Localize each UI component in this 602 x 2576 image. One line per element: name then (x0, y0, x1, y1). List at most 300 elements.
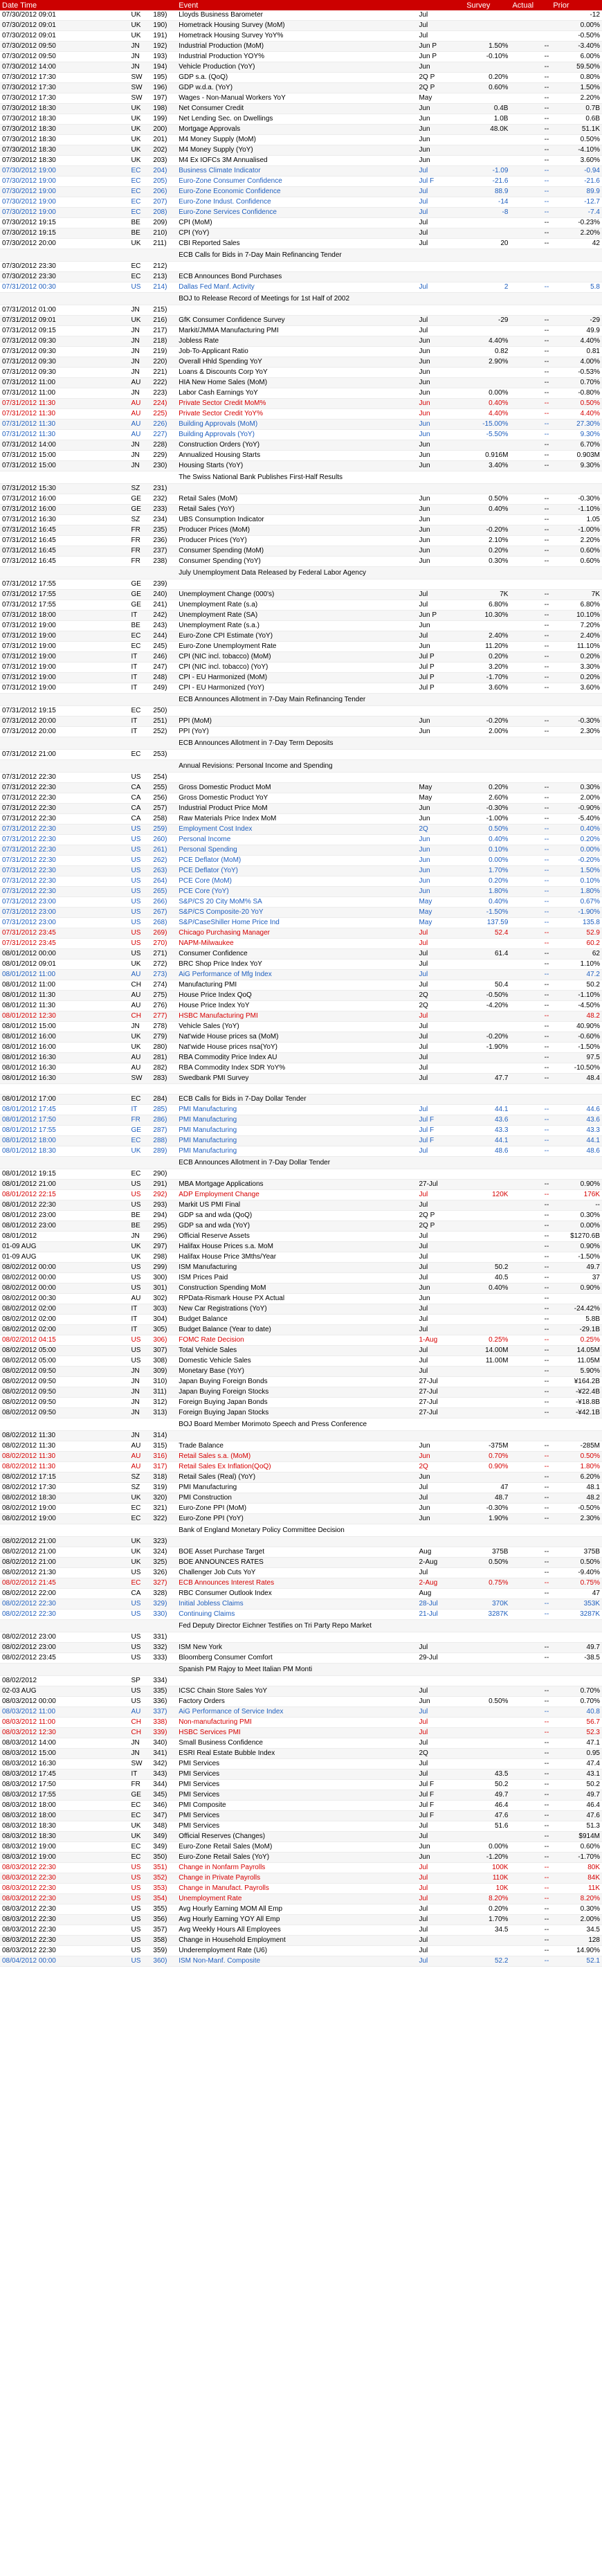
table-row[interactable] (0, 1697, 602, 1707)
table-row[interactable] (0, 515, 602, 525)
country-cell: AU (129, 430, 152, 440)
survey-cell: 3.60% (464, 683, 510, 694)
table-row[interactable] (0, 93, 602, 104)
table-row[interactable] (0, 1356, 602, 1367)
table-row[interactable] (0, 272, 602, 282)
table-row[interactable] (0, 1873, 602, 1884)
table-row[interactable] (0, 856, 602, 866)
table-row[interactable] (0, 1043, 602, 1053)
table-row[interactable] (0, 316, 602, 326)
table-row[interactable] (0, 52, 602, 62)
table-row[interactable] (0, 600, 602, 611)
table-row[interactable] (0, 631, 602, 642)
date-time-cell: 08/02/2012 21:00 (0, 1547, 129, 1558)
table-row[interactable] (0, 1738, 602, 1749)
table-row[interactable] (0, 1863, 602, 1873)
table-row[interactable] (0, 1759, 602, 1769)
table-row[interactable] (0, 135, 602, 145)
table-row[interactable] (0, 1022, 602, 1032)
table-row[interactable] (0, 1136, 602, 1146)
date-time-cell: 08/03/2012 22:30 (0, 1904, 129, 1915)
table-row[interactable] (0, 409, 602, 420)
country-cell (129, 1524, 152, 1537)
table-row[interactable] (0, 1643, 602, 1653)
table-row[interactable] (0, 1769, 602, 1780)
ticker-cell: 215) (151, 305, 176, 316)
ticker-cell: 277) (151, 1011, 176, 1022)
event-cell: PCE Core (MoM) (176, 876, 417, 887)
table-row[interactable] (0, 1718, 602, 1728)
table-row[interactable] (0, 1483, 602, 1493)
table-row[interactable] (0, 1524, 602, 1537)
table-row[interactable] (0, 104, 602, 114)
header-survey[interactable]: Survey (464, 0, 510, 10)
survey-cell: 0.20% (464, 876, 510, 887)
table-row[interactable] (0, 1620, 602, 1632)
table-row[interactable] (0, 991, 602, 1001)
survey-cell (464, 1537, 510, 1547)
table-row[interactable] (0, 1801, 602, 1811)
table-row[interactable] (0, 1273, 602, 1284)
table-row[interactable] (0, 1387, 602, 1398)
table-row[interactable] (0, 717, 602, 727)
table-row[interactable] (0, 262, 602, 272)
table-row[interactable] (0, 1157, 602, 1169)
ticker-cell: 229) (151, 451, 176, 461)
table-row[interactable] (0, 166, 602, 177)
table-row[interactable] (0, 1346, 602, 1356)
date-time-cell: 08/01/2012 23:00 (0, 1221, 129, 1232)
ticker-cell: 303) (151, 1304, 176, 1315)
table-row[interactable] (0, 177, 602, 187)
event-cell: Private Sector Credit YoY% (176, 409, 417, 420)
table-row[interactable] (0, 73, 602, 83)
table-row[interactable] (0, 461, 602, 471)
table-row[interactable] (0, 1242, 602, 1252)
table-row[interactable] (0, 652, 602, 663)
survey-cell (464, 1398, 510, 1408)
table-row[interactable] (0, 557, 602, 567)
table-row[interactable] (0, 980, 602, 991)
table-row[interactable] (0, 388, 602, 399)
table-row[interactable] (0, 1377, 602, 1387)
table-row[interactable] (0, 845, 602, 856)
table-row[interactable] (0, 305, 602, 316)
event-cell: Private Sector Credit MoM% (176, 399, 417, 409)
table-row[interactable] (0, 663, 602, 673)
table-row[interactable] (0, 31, 602, 42)
table-row[interactable] (0, 1578, 602, 1589)
date-time-cell: 08/03/2012 22:30 (0, 1884, 129, 1894)
table-row[interactable] (0, 1211, 602, 1221)
table-row[interactable] (0, 1408, 602, 1418)
prior-cell (551, 1418, 602, 1431)
event-cell: PCE Core (YoY) (176, 887, 417, 897)
date-time-cell: 07/30/2012 18:30 (0, 114, 129, 125)
actual-cell (510, 1095, 551, 1105)
table-row[interactable] (0, 1063, 602, 1074)
date-time-cell: 07/30/2012 18:30 (0, 156, 129, 166)
table-row[interactable] (0, 773, 602, 783)
table-row[interactable] (0, 1126, 602, 1136)
table-row[interactable] (0, 125, 602, 135)
table-row[interactable] (0, 347, 602, 357)
table-row[interactable] (0, 1294, 602, 1304)
table-row[interactable] (0, 1780, 602, 1790)
table-row[interactable] (0, 208, 602, 218)
table-row[interactable] (0, 145, 602, 156)
header-event[interactable]: Event (176, 0, 464, 10)
table-row[interactable] (0, 1367, 602, 1377)
table-row[interactable] (0, 1304, 602, 1315)
table-row[interactable] (0, 579, 602, 590)
table-row[interactable] (0, 1568, 602, 1578)
table-row[interactable] (0, 611, 602, 621)
table-row[interactable] (0, 1252, 602, 1263)
table-row[interactable] (0, 804, 602, 814)
period-cell: Jun (417, 135, 464, 145)
table-row[interactable] (0, 1547, 602, 1558)
table-row[interactable] (0, 1472, 602, 1483)
table-row[interactable] (0, 1398, 602, 1408)
table-row[interactable] (0, 1263, 602, 1273)
table-row[interactable] (0, 1728, 602, 1738)
period-cell (417, 1537, 464, 1547)
event-cell: Euro-Zone PPI (YoY) (176, 1514, 417, 1524)
table-row[interactable] (0, 825, 602, 835)
country-cell: BE (129, 621, 152, 631)
table-row[interactable] (0, 706, 602, 717)
survey-cell: 6.80% (464, 600, 510, 611)
table-row[interactable] (0, 939, 602, 949)
event-cell: MBA Mortgage Applications (176, 1180, 417, 1190)
country-cell: JN (129, 1377, 152, 1387)
period-cell: 1-Aug (417, 1335, 464, 1346)
table-row[interactable] (0, 1504, 602, 1514)
ticker-cell: 231) (151, 484, 176, 494)
table-row[interactable] (0, 1452, 602, 1462)
table-row[interactable] (0, 197, 602, 208)
date-time-cell: 07/30/2012 14:00 (0, 62, 129, 73)
table-row[interactable] (0, 451, 602, 461)
table-row[interactable] (0, 440, 602, 451)
table-row[interactable] (0, 621, 602, 631)
prior-cell: 0.50% (551, 1452, 602, 1462)
prior-cell: 2.20% (551, 93, 602, 104)
table-row[interactable] (0, 505, 602, 515)
country-cell: CH (129, 1011, 152, 1022)
event-cell: HSBC Manufacturing PMI (176, 1011, 417, 1022)
table-row[interactable] (0, 249, 602, 262)
table-row[interactable] (0, 590, 602, 600)
actual-cell: -- (510, 1221, 551, 1232)
prior-cell: 97.5 (551, 1053, 602, 1063)
ticker-cell: 306) (151, 1335, 176, 1346)
table-row[interactable] (0, 62, 602, 73)
table-row[interactable] (0, 1418, 602, 1431)
table-row[interactable] (0, 793, 602, 804)
table-row[interactable] (0, 1011, 602, 1022)
table-row[interactable] (0, 642, 602, 652)
event-cell: GDP w.d.a. (YoY) (176, 83, 417, 93)
country-cell: US (129, 876, 152, 887)
table-row[interactable] (0, 1956, 602, 1967)
table-row[interactable] (0, 1146, 602, 1157)
table-row[interactable] (0, 1190, 602, 1200)
country-cell: UK (129, 960, 152, 970)
table-row[interactable] (0, 484, 602, 494)
country-cell: US (129, 1863, 152, 1873)
country-cell: BE (129, 228, 152, 239)
table-row[interactable] (0, 494, 602, 505)
period-cell: Jul (417, 1568, 464, 1578)
table-row[interactable] (0, 525, 602, 536)
table-row[interactable] (0, 1632, 602, 1643)
country-cell: US (129, 1356, 152, 1367)
table-row[interactable] (0, 960, 602, 970)
table-row[interactable] (0, 866, 602, 876)
country-cell: US (129, 1873, 152, 1884)
table-row[interactable] (0, 1084, 602, 1095)
actual-cell: -- (510, 590, 551, 600)
table-row[interactable] (0, 1232, 602, 1242)
table-row[interactable] (0, 949, 602, 960)
table-row[interactable] (0, 1095, 602, 1105)
period-cell: Jun (417, 420, 464, 430)
period-cell: Jul (417, 1146, 464, 1157)
table-row[interactable] (0, 471, 602, 484)
survey-cell: 0.40% (464, 835, 510, 845)
table-row[interactable] (0, 1853, 602, 1863)
table-row[interactable] (0, 876, 602, 887)
table-row[interactable] (0, 1053, 602, 1063)
survey-cell (464, 293, 510, 305)
table-row[interactable] (0, 1169, 602, 1180)
header-actual[interactable]: Actual (510, 0, 551, 10)
table-row[interactable] (0, 1610, 602, 1620)
survey-cell (464, 706, 510, 717)
ticker-cell (151, 1157, 176, 1169)
header-prior[interactable]: Prior (551, 0, 602, 10)
period-cell: Jul (417, 1863, 464, 1873)
date-time-cell: 08/02/2012 05:00 (0, 1346, 129, 1356)
table-row[interactable] (0, 1221, 602, 1232)
actual-cell: -- (510, 1304, 551, 1315)
table-row[interactable] (0, 239, 602, 249)
table-row[interactable] (0, 1653, 602, 1664)
table-row[interactable] (0, 814, 602, 825)
table-row[interactable] (0, 420, 602, 430)
prior-cell: 60.2 (551, 939, 602, 949)
table-row[interactable] (0, 1589, 602, 1599)
table-row[interactable] (0, 1335, 602, 1346)
table-row[interactable] (0, 1441, 602, 1452)
ticker-cell: 193) (151, 52, 176, 62)
actual-cell: -- (510, 1408, 551, 1418)
prior-cell: 4.00% (551, 357, 602, 368)
table-row[interactable] (0, 357, 602, 368)
table-row[interactable] (0, 1894, 602, 1904)
table-row[interactable] (0, 368, 602, 378)
period-cell: Jul P (417, 652, 464, 663)
table-row[interactable] (0, 1664, 602, 1676)
country-cell: EC (129, 1504, 152, 1514)
ticker-cell: 247) (151, 663, 176, 673)
table-row[interactable] (0, 1686, 602, 1697)
table-row[interactable] (0, 378, 602, 388)
table-row[interactable] (0, 1115, 602, 1126)
table-row[interactable] (0, 835, 602, 845)
period-cell: Jul (417, 166, 464, 177)
table-row[interactable] (0, 1074, 602, 1084)
country-cell: JN (129, 1022, 152, 1032)
table-row[interactable] (0, 727, 602, 737)
table-row[interactable] (0, 1558, 602, 1568)
table-row[interactable] (0, 1325, 602, 1335)
table-row[interactable] (0, 1599, 602, 1610)
country-cell: EC (129, 1578, 152, 1589)
header-date-time[interactable]: Date Time (0, 0, 176, 10)
table-row[interactable] (0, 908, 602, 918)
actual-cell (510, 249, 551, 262)
table-row[interactable] (0, 1915, 602, 1925)
table-row[interactable] (0, 218, 602, 228)
period-cell: Jun (417, 114, 464, 125)
table-row[interactable] (0, 326, 602, 336)
actual-cell: -- (510, 611, 551, 621)
date-time-cell: 08/02/2012 09:50 (0, 1377, 129, 1387)
prior-cell (551, 1157, 602, 1169)
period-cell (417, 750, 464, 760)
prior-cell (551, 760, 602, 773)
table-row[interactable] (0, 1105, 602, 1115)
table-row[interactable] (0, 430, 602, 440)
survey-cell: 0.916M (464, 451, 510, 461)
survey-cell (464, 1325, 510, 1335)
table-row[interactable] (0, 187, 602, 197)
table-row[interactable] (0, 42, 602, 52)
country-cell: CH (129, 1718, 152, 1728)
event-cell: GfK Consumer Confidence Survey (176, 316, 417, 326)
table-row[interactable] (0, 1749, 602, 1759)
table-row[interactable] (0, 750, 602, 760)
table-row[interactable] (0, 1707, 602, 1718)
table-row[interactable] (0, 1493, 602, 1504)
country-cell: AU (129, 1462, 152, 1472)
date-time-cell: 07/30/2012 18:30 (0, 135, 129, 145)
period-cell: Jun (417, 887, 464, 897)
table-row[interactable] (0, 228, 602, 239)
table-row[interactable] (0, 1537, 602, 1547)
table-row[interactable] (0, 1946, 602, 1956)
survey-cell: -0.20% (464, 717, 510, 727)
table-row[interactable] (0, 918, 602, 928)
table-row[interactable] (0, 694, 602, 706)
table-row[interactable] (0, 546, 602, 557)
period-cell: Jun P (417, 42, 464, 52)
table-row[interactable] (0, 897, 602, 908)
table-row[interactable] (0, 887, 602, 897)
table-row[interactable] (0, 1514, 602, 1524)
table-row[interactable] (0, 336, 602, 347)
table-row[interactable] (0, 783, 602, 793)
ticker-cell: 271) (151, 949, 176, 960)
table-row[interactable] (0, 1936, 602, 1946)
table-row[interactable] (0, 567, 602, 579)
actual-cell: -- (510, 1904, 551, 1915)
period-cell: 27-Jul (417, 1408, 464, 1418)
table-row[interactable] (0, 737, 602, 750)
ticker-cell: 242) (151, 611, 176, 621)
table-row[interactable] (0, 1200, 602, 1211)
table-row[interactable] (0, 1001, 602, 1011)
table-row[interactable] (0, 970, 602, 980)
table-row[interactable] (0, 1284, 602, 1294)
table-row[interactable] (0, 928, 602, 939)
date-time-cell: 07/31/2012 19:15 (0, 706, 129, 717)
date-time-cell: 07/31/2012 20:00 (0, 727, 129, 737)
table-row[interactable] (0, 1925, 602, 1936)
period-cell: Jun (417, 1842, 464, 1853)
table-row[interactable] (0, 1884, 602, 1894)
event-cell: Euro-Zone CPI Estimate (YoY) (176, 631, 417, 642)
table-row[interactable] (0, 1180, 602, 1190)
actual-cell: -- (510, 1832, 551, 1842)
table-row[interactable] (0, 1431, 602, 1441)
table-row[interactable] (0, 399, 602, 409)
prior-cell: 0.20% (551, 673, 602, 683)
table-row[interactable] (0, 10, 602, 21)
table-row[interactable] (0, 282, 602, 293)
table-row[interactable] (0, 114, 602, 125)
table-row[interactable] (0, 1832, 602, 1842)
table-row[interactable] (0, 83, 602, 93)
table-row[interactable] (0, 536, 602, 546)
period-cell: Jul (417, 960, 464, 970)
table-row[interactable] (0, 1032, 602, 1043)
table-row[interactable] (0, 1790, 602, 1801)
period-cell: Jul (417, 187, 464, 197)
actual-cell: -- (510, 1578, 551, 1589)
table-row[interactable] (0, 1904, 602, 1915)
table-row[interactable] (0, 1462, 602, 1472)
date-time-cell: 08/02/2012 21:45 (0, 1578, 129, 1589)
table-row[interactable] (0, 1842, 602, 1853)
table-row[interactable] (0, 760, 602, 773)
table-row[interactable] (0, 156, 602, 166)
table-row[interactable] (0, 1821, 602, 1832)
table-row[interactable] (0, 21, 602, 31)
prior-cell: -21.6 (551, 177, 602, 187)
table-row[interactable] (0, 1811, 602, 1821)
actual-cell: -- (510, 1356, 551, 1367)
prior-cell: 47.6 (551, 1811, 602, 1821)
table-row[interactable] (0, 683, 602, 694)
survey-cell: 0.00% (464, 1842, 510, 1853)
prior-cell (551, 471, 602, 484)
prior-cell: -1.10% (551, 505, 602, 515)
table-row[interactable] (0, 293, 602, 305)
table-row[interactable] (0, 1676, 602, 1686)
ticker-cell: 299) (151, 1263, 176, 1273)
ticker-cell: 346) (151, 1801, 176, 1811)
country-cell: CH (129, 980, 152, 991)
table-row[interactable] (0, 1315, 602, 1325)
country-cell: JN (129, 368, 152, 378)
prior-cell: 6.00% (551, 52, 602, 62)
table-row[interactable] (0, 673, 602, 683)
date-time-cell: 07/31/2012 19:00 (0, 631, 129, 642)
